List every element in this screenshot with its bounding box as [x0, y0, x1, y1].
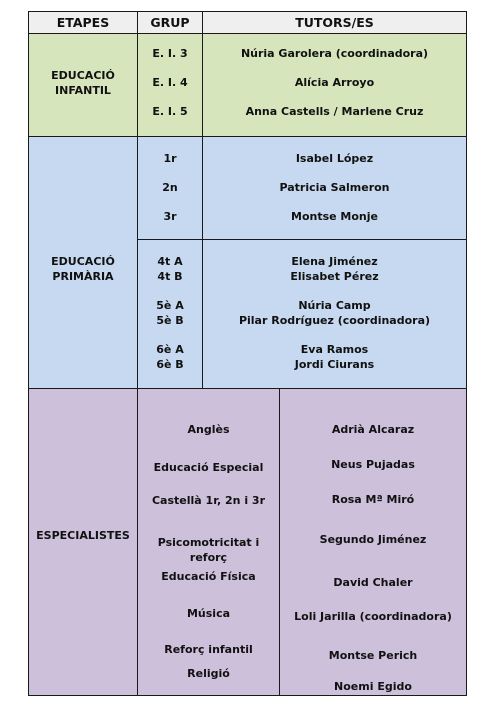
tutor-cell: Elisabet Pérez: [290, 270, 379, 283]
tutor-cell: Jordi Ciurans: [294, 358, 375, 371]
header-group: GRUP: [137, 11, 203, 34]
primaria-groups-a: [137, 136, 203, 240]
subject-cell: Religió: [187, 667, 230, 680]
teacher-cell: Noemi Egido: [334, 680, 412, 693]
teacher-cell: Loli Jarilla (coordinadora): [294, 610, 452, 623]
stage-infantil-line2: INFANTIL: [55, 84, 111, 97]
teacher-cell: Adrià Alcaraz: [331, 423, 415, 436]
subject-cell: Educació Física: [161, 570, 256, 583]
group-cell: 6è A: [156, 343, 184, 356]
tutor-cell: Patricia Salmeron: [279, 181, 390, 194]
tutor-cell: Isabel López: [295, 152, 374, 165]
tutor-cell: Anna Castells / Marlene Cruz: [245, 105, 424, 118]
stage-primaria: [28, 136, 138, 389]
group-cell: 4t A: [157, 255, 183, 268]
stage-especialistes: [28, 388, 138, 696]
group-cell: 2n: [162, 181, 178, 194]
subject-cell: Reforç infantil: [164, 643, 253, 656]
especialistes-teachers: [279, 388, 467, 696]
tutor-cell: Núria Garolera (coordinadora): [240, 47, 429, 60]
stage-primaria-line1: EDUCACIÓ: [51, 255, 115, 268]
stage-infantil: [28, 33, 138, 137]
subject-cell: Castellà 1r, 2n i 3r: [151, 494, 266, 507]
subject-cell: Educació Especial: [153, 461, 264, 474]
subject-cell: Música: [186, 607, 231, 620]
tutor-cell: Alícia Arroyo: [294, 76, 375, 89]
tutor-cell: Elena Jiménez: [291, 255, 378, 268]
teacher-cell: David Chaler: [333, 576, 413, 589]
tutor-cell: Núria Camp: [298, 299, 371, 312]
group-cell: E. I. 5: [152, 105, 188, 118]
group-cell: 1r: [163, 152, 177, 165]
teacher-cell: Neus Pujadas: [331, 458, 415, 471]
subject-cell: Psicomotricitat i reforç: [157, 536, 260, 564]
teacher-cell: Segundo Jiménez: [319, 533, 427, 546]
group-cell: 6è B: [156, 358, 184, 371]
teacher-cell: Rosa Mª Miró: [331, 493, 415, 506]
especialistes-subjects: [137, 388, 280, 696]
tutor-cell: Montse Monje: [291, 210, 378, 223]
primaria-groups-b: [137, 239, 203, 389]
primaria-tutors-b: [202, 239, 467, 389]
group-cell: E. I. 4: [152, 76, 188, 89]
subject-cell: Anglès: [187, 423, 230, 436]
primaria-tutors-a: [202, 136, 467, 240]
header-stages: ETAPES: [28, 11, 138, 34]
tutor-cell: Eva Ramos: [300, 343, 369, 356]
stage-primaria-line2: PRIMÀRIA: [52, 270, 114, 283]
stage-especialistes-label: ESPECIALISTES: [36, 529, 130, 542]
infantil-groups: [137, 33, 203, 137]
group-cell: E. I. 3: [152, 47, 188, 60]
group-cell: 4t B: [157, 270, 183, 283]
infantil-tutors: [202, 33, 467, 137]
group-cell: 5è A: [156, 299, 184, 312]
group-cell: 3r: [163, 210, 177, 223]
stage-infantil-line1: EDUCACIÓ: [51, 69, 115, 82]
group-cell: 5è B: [156, 314, 184, 327]
header-tutors: TUTORS/ES: [202, 11, 467, 34]
teacher-cell: Montse Perich: [328, 649, 418, 662]
tutor-cell: Pilar Rodríguez (coordinadora): [238, 314, 431, 327]
